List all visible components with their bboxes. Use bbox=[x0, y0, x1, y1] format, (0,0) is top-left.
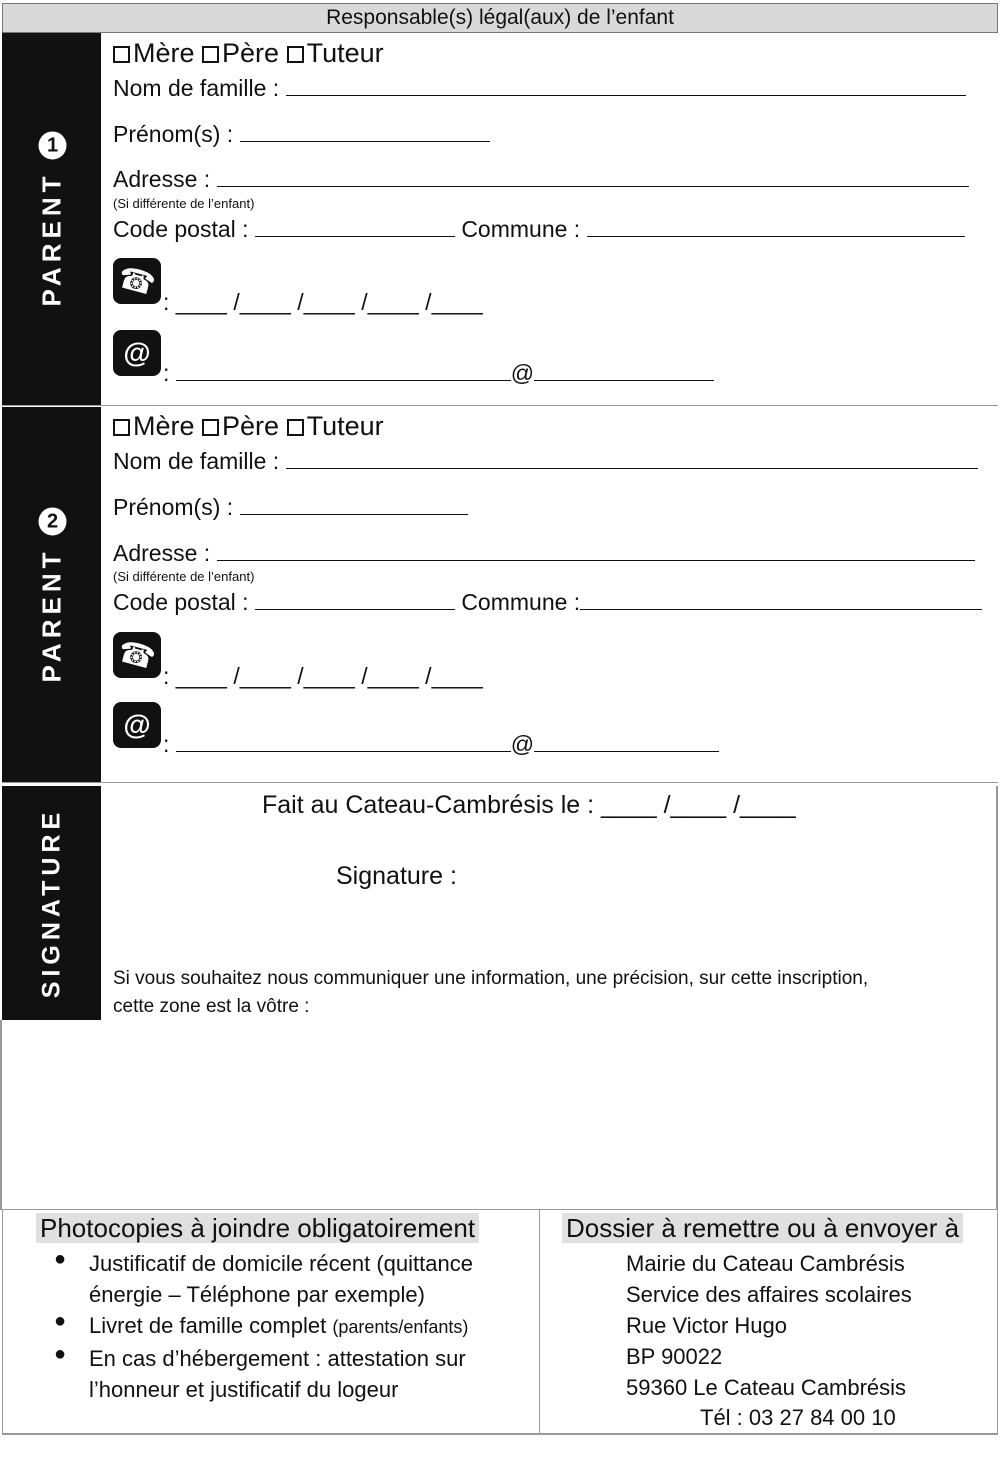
email-domain-field[interactable] bbox=[534, 362, 714, 381]
address-line: Service des affaires scolaires bbox=[626, 1282, 912, 1307]
photocopies-title bbox=[36, 1213, 479, 1244]
checkbox-label-mere: Mère bbox=[133, 411, 195, 441]
parent1-sidebar bbox=[2, 33, 101, 405]
column-divider bbox=[539, 1209, 540, 1435]
parent2-relation-checkboxes bbox=[113, 411, 384, 442]
commune-field[interactable] bbox=[580, 591, 982, 610]
address-line: Mairie du Cateau Cambrésis bbox=[626, 1251, 905, 1276]
signature-label: Signature : bbox=[336, 862, 457, 890]
email-colon: : bbox=[163, 360, 170, 386]
nom-label: Nom de famille : bbox=[113, 75, 280, 101]
checkbox-icon[interactable] bbox=[287, 419, 304, 436]
list-item bbox=[54, 1310, 524, 1343]
parent2-nom-row bbox=[113, 448, 978, 475]
parent1-adresse-row bbox=[113, 166, 969, 193]
signature-sidebar bbox=[2, 786, 101, 1020]
parent1-prenom-row bbox=[113, 121, 490, 148]
dossier-address bbox=[626, 1248, 912, 1403]
checkbox-icon[interactable] bbox=[113, 419, 130, 436]
checkbox-label-tuteur: Tuteur bbox=[306, 411, 384, 441]
email-colon: : bbox=[163, 731, 170, 757]
nom-label: Nom de famille : bbox=[113, 448, 280, 474]
commune-label: Commune : bbox=[461, 216, 581, 242]
adresse-field[interactable] bbox=[217, 168, 969, 187]
section-header: Responsable(s) légal(aux) de l’enfant bbox=[2, 3, 998, 33]
parent2-cp-row bbox=[113, 589, 982, 616]
at-sign: @ bbox=[510, 360, 535, 386]
parent1-side-label: PARENT bbox=[36, 171, 66, 307]
email-local-field[interactable] bbox=[176, 733, 511, 752]
cp-field[interactable] bbox=[255, 218, 455, 237]
commune-field[interactable] bbox=[587, 218, 965, 237]
list-item-text: l’honneur et justificatif du logeur bbox=[89, 1377, 399, 1402]
info-text-line2: cette zone est la vôtre : bbox=[113, 996, 310, 1017]
at-icon: @ bbox=[113, 330, 161, 376]
fait-au-date-field[interactable]: Fait au Cateau-Cambrésis le : ____ /____ /____ bbox=[262, 791, 796, 819]
address-line: Rue Victor Hugo bbox=[626, 1313, 788, 1338]
list-item bbox=[54, 1343, 524, 1405]
at-sign: @ bbox=[510, 731, 535, 757]
prenom-label: Prénom(s) : bbox=[113, 494, 234, 520]
list-item-text: En cas d’hébergement : attestation sur bbox=[89, 1346, 466, 1371]
list-item-small-text: (parents/enfants) bbox=[332, 1317, 469, 1337]
commune-label: Commune : bbox=[461, 589, 581, 615]
bullet-icon: ● bbox=[54, 1248, 67, 1270]
checkbox-icon[interactable] bbox=[202, 46, 219, 63]
email-domain-field[interactable] bbox=[534, 733, 719, 752]
photocopies-list bbox=[54, 1248, 524, 1405]
parent2-sidebar bbox=[2, 407, 101, 782]
prenom-field[interactable] bbox=[240, 496, 468, 515]
cp-label: Code postal : bbox=[113, 216, 249, 242]
checkbox-label-pere: Père bbox=[222, 38, 280, 68]
signature-side-label: SIGNATURE bbox=[37, 807, 65, 999]
adresse-note: (Si différente de l’enfant) bbox=[113, 569, 255, 584]
checkbox-label-mere: Mère bbox=[133, 38, 195, 68]
list-item-text: énergie – Téléphone par exemple) bbox=[89, 1282, 425, 1307]
dossier-title-text: Dossier à remettre ou à envoyer à bbox=[562, 1213, 963, 1243]
bullet-icon: ● bbox=[54, 1343, 67, 1365]
adresse-label: Adresse : bbox=[113, 540, 211, 566]
list-item-text: Justificatif de domicile récent (quittance bbox=[89, 1251, 473, 1276]
parent1-number-badge: 1 bbox=[38, 132, 66, 160]
list-item-text: Livret de famille complet bbox=[89, 1313, 327, 1338]
parent1-cp-row bbox=[113, 216, 965, 243]
prenom-field[interactable] bbox=[240, 123, 490, 142]
parent2-side-label: PARENT bbox=[36, 547, 66, 682]
checkbox-icon[interactable] bbox=[287, 46, 304, 63]
nom-field[interactable] bbox=[286, 77, 966, 96]
at-icon: @ bbox=[113, 702, 161, 748]
parent1-nom-row bbox=[113, 75, 966, 102]
bullet-icon: ● bbox=[54, 1310, 67, 1332]
address-line: BP 90022 bbox=[626, 1344, 723, 1369]
checkbox-icon[interactable] bbox=[202, 419, 219, 436]
parent1-relation-checkboxes bbox=[113, 38, 384, 69]
checkbox-label-pere: Père bbox=[222, 411, 280, 441]
parent1-email-row bbox=[163, 360, 714, 387]
notes-textarea[interactable] bbox=[2, 1022, 996, 1208]
cp-field[interactable] bbox=[255, 591, 455, 610]
dossier-title bbox=[562, 1213, 963, 1244]
photocopies-title-text: Photocopies à joindre obligatoirement bbox=[36, 1213, 479, 1243]
cp-label: Code postal : bbox=[113, 589, 249, 615]
prenom-label: Prénom(s) : bbox=[113, 121, 234, 147]
parent2-adresse-row bbox=[113, 540, 975, 567]
list-item bbox=[54, 1248, 524, 1310]
parent1-phone-field[interactable]: : ____ /____ /____ /____ /____ bbox=[163, 289, 483, 315]
parent2-email-row bbox=[163, 731, 719, 758]
dossier-phone: Tél : 03 27 84 00 10 bbox=[700, 1405, 896, 1430]
nom-field[interactable] bbox=[286, 450, 978, 469]
parent2-phone-field[interactable]: : ____ /____ /____ /____ /____ bbox=[163, 663, 483, 689]
email-local-field[interactable] bbox=[176, 362, 511, 381]
phone-icon: ☎ bbox=[113, 632, 161, 678]
adresse-field[interactable] bbox=[217, 542, 975, 561]
adresse-label: Adresse : bbox=[113, 166, 211, 192]
parent2-number-badge: 2 bbox=[38, 507, 66, 535]
notes-area-right-border bbox=[996, 786, 998, 1210]
parent2-prenom-row bbox=[113, 494, 468, 521]
checkbox-label-tuteur: Tuteur bbox=[306, 38, 384, 68]
adresse-note: (Si différente de l’enfant) bbox=[113, 196, 255, 211]
phone-icon: ☎ bbox=[113, 258, 161, 304]
info-text-line1: Si vous souhaitez nous communiquer une information, une précision, sur cette inscription, bbox=[113, 968, 869, 989]
checkbox-icon[interactable] bbox=[113, 46, 130, 63]
address-line: 59360 Le Cateau Cambrésis bbox=[626, 1375, 907, 1400]
